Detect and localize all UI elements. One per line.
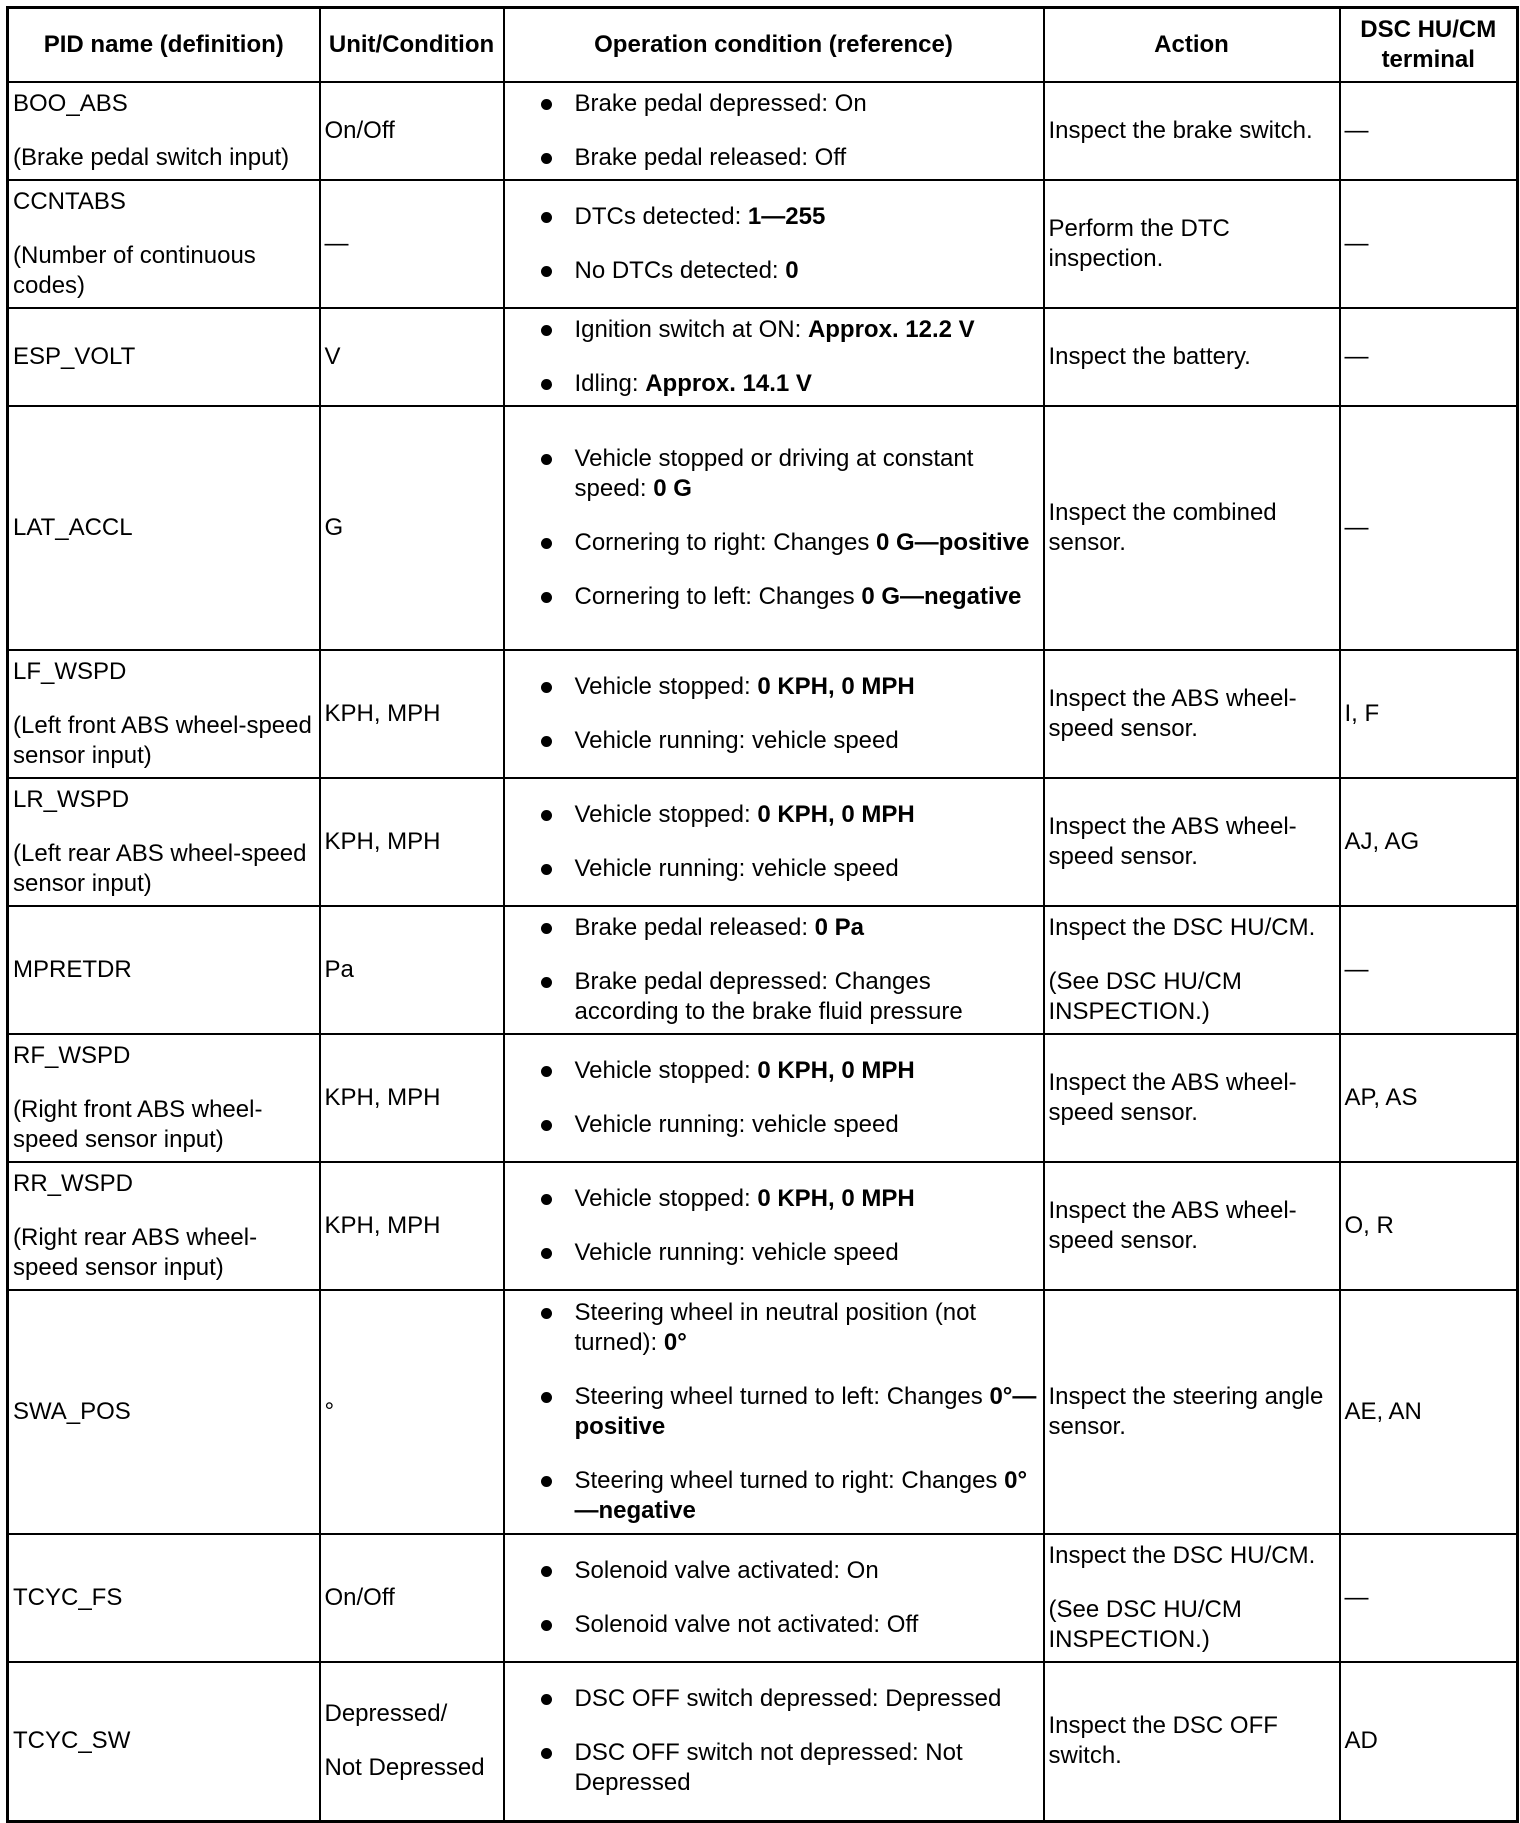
action-text: Inspect the ABS wheel-speed sensor. [1048, 684, 1297, 742]
unit-value: G [324, 513, 344, 541]
operation-condition-cell [504, 1162, 1044, 1290]
condition-value: 0° [663, 1328, 687, 1356]
header-action: Action [1044, 8, 1340, 82]
condition-item [541, 1110, 1039, 1140]
unit-cell [320, 1290, 504, 1534]
header-pid-name: PID name (definition) [8, 8, 320, 82]
operation-condition-cell [504, 1290, 1044, 1534]
pid-definition: (Brake pedal switch input) [13, 143, 290, 171]
operation-condition-cell [504, 1034, 1044, 1162]
table-row [8, 1034, 1518, 1162]
condition-text: Brake pedal released: Off [574, 143, 847, 171]
condition-text: Cornering to left: Changes [574, 582, 862, 610]
terminal-cell: — [1340, 82, 1518, 180]
terminal-cell: O, R [1340, 1162, 1518, 1290]
action-cell [1044, 906, 1340, 1034]
condition-item [541, 315, 1039, 345]
table-row [8, 778, 1518, 906]
condition-text: Vehicle stopped: [574, 800, 758, 828]
unit-value: V [324, 342, 341, 370]
condition-list [509, 1056, 1039, 1140]
unit-cell [320, 906, 504, 1034]
condition-item [541, 202, 1039, 232]
unit-value: Depressed/ [324, 1700, 448, 1728]
operation-condition-cell [504, 1534, 1044, 1662]
terminal-cell: — [1340, 406, 1518, 650]
condition-text: Vehicle stopped: [574, 1056, 758, 1084]
header-unit-condition: Unit/Condition [320, 8, 504, 82]
condition-item [541, 1684, 1039, 1714]
pid-name: LF_WSPD [13, 657, 127, 685]
condition-item [541, 800, 1039, 830]
condition-item [541, 528, 1039, 558]
pid-definition: (Left front ABS wheel-speed sensor input) [13, 711, 312, 769]
condition-text: Vehicle stopped: [574, 1184, 758, 1212]
pid-definition: (Right front ABS wheel-speed sensor input) [13, 1095, 263, 1153]
action-text: Perform the DTC inspection. [1048, 214, 1230, 272]
condition-text: Vehicle running: vehicle speed [574, 1238, 899, 1266]
action-text: Inspect the DSC OFF switch. [1048, 1712, 1278, 1770]
terminal-cell: — [1340, 1534, 1518, 1662]
unit-cell [320, 1162, 504, 1290]
condition-list [509, 800, 1039, 884]
terminal-cell: AD [1340, 1662, 1518, 1822]
condition-list [509, 1298, 1039, 1526]
table-row [8, 1290, 1518, 1534]
condition-item [541, 444, 1039, 504]
pid-name: ESP_VOLT [13, 342, 136, 370]
unit-cell [320, 180, 504, 308]
operation-condition-cell [504, 308, 1044, 406]
pid-name-cell [8, 778, 320, 906]
condition-text: Vehicle stopped: [574, 672, 758, 700]
unit-value: On/Off [324, 1583, 395, 1611]
unit-value: KPH, MPH [324, 1083, 441, 1111]
condition-item [541, 726, 1039, 756]
action-cell [1044, 406, 1340, 650]
pid-definition: (Left rear ABS wheel-speed sensor input) [13, 839, 307, 897]
condition-text: Steering wheel in neutral position (not turned): [574, 1298, 977, 1356]
pid-name-cell [8, 906, 320, 1034]
action-text: Inspect the combined sensor. [1048, 498, 1277, 556]
unit-cell [320, 308, 504, 406]
unit-value: — [324, 229, 349, 257]
condition-item [541, 143, 1039, 173]
condition-value: 0 G—positive [876, 528, 1030, 556]
pid-table [6, 6, 1519, 1823]
condition-list [509, 672, 1039, 756]
table-row [8, 1662, 1518, 1822]
action-text: Inspect the ABS wheel-speed sensor. [1048, 812, 1297, 870]
operation-condition-cell [504, 406, 1044, 650]
terminal-cell: AJ, AG [1340, 778, 1518, 906]
condition-text: Solenoid valve activated: On [574, 1556, 879, 1584]
table-row [8, 406, 1518, 650]
condition-text: Brake pedal depressed: On [574, 89, 867, 117]
table-row [8, 650, 1518, 778]
unit-cell [320, 82, 504, 180]
condition-item [541, 1466, 1039, 1526]
action-cell [1044, 180, 1340, 308]
unit-value: KPH, MPH [324, 827, 441, 855]
condition-list [509, 89, 1039, 173]
condition-item [541, 1610, 1039, 1640]
pid-name-cell [8, 1534, 320, 1662]
condition-item [541, 256, 1039, 286]
unit-value: KPH, MPH [324, 1211, 441, 1239]
condition-text: No DTCs detected: [574, 256, 786, 284]
condition-text: Idling: [574, 369, 646, 397]
condition-value: 0 KPH, 0 MPH [757, 800, 915, 828]
condition-item [541, 1238, 1039, 1268]
pid-name: LR_WSPD [13, 785, 130, 813]
condition-text: Brake pedal depressed: Changes according to the brake fluid pressure [574, 967, 963, 1025]
condition-list [509, 202, 1039, 286]
pid-definition: (Right rear ABS wheel-speed sensor input) [13, 1223, 258, 1281]
unit-value: KPH, MPH [324, 699, 441, 727]
condition-item [541, 854, 1039, 884]
condition-value: Approx. 12.2 V [807, 315, 975, 343]
condition-item [541, 967, 1039, 1027]
condition-item [541, 1056, 1039, 1086]
action-cell [1044, 82, 1340, 180]
action-text: Inspect the DSC HU/CM. [1048, 913, 1316, 941]
condition-text: Vehicle running: vehicle speed [574, 726, 899, 754]
condition-value: 0 KPH, 0 MPH [757, 672, 915, 700]
action-text: Inspect the DSC HU/CM. [1048, 1541, 1316, 1569]
table-row [8, 1534, 1518, 1662]
terminal-cell: AE, AN [1340, 1290, 1518, 1534]
action-cell [1044, 1534, 1340, 1662]
condition-text: Steering wheel turned to right: Changes [574, 1466, 1005, 1494]
pid-name: BOO_ABS [13, 89, 128, 117]
condition-item [541, 369, 1039, 399]
pid-name-cell [8, 82, 320, 180]
condition-text: Steering wheel turned to left: Changes [574, 1382, 990, 1410]
header-terminal: DSC HU/CM terminal [1340, 8, 1518, 82]
pid-reference-sheet [6, 6, 1516, 1808]
pid-name: TCYC_SW [13, 1727, 131, 1755]
header-operation-condition: Operation condition (reference) [504, 8, 1044, 82]
action-reference: (See DSC HU/CM INSPECTION.) [1048, 967, 1242, 1025]
condition-text: Vehicle stopped or driving at constant speed: [574, 444, 974, 502]
unit-cell [320, 1662, 504, 1822]
condition-text: Brake pedal released: [574, 913, 815, 941]
condition-item [541, 1382, 1039, 1442]
pid-name: CCNTABS [13, 187, 126, 215]
condition-value: 0 G [653, 474, 692, 502]
terminal-cell: — [1340, 180, 1518, 308]
condition-list [509, 1184, 1039, 1268]
condition-text: Solenoid valve not activated: Off [574, 1610, 919, 1638]
pid-name: RF_WSPD [13, 1041, 131, 1069]
action-cell [1044, 650, 1340, 778]
condition-value: Approx. 14.1 V [645, 369, 812, 397]
pid-name-cell [8, 1034, 320, 1162]
pid-name: SWA_POS [13, 1397, 131, 1425]
unit-cell [320, 1534, 504, 1662]
action-text: Inspect the ABS wheel-speed sensor. [1048, 1196, 1297, 1254]
action-cell [1044, 1162, 1340, 1290]
condition-value: 0 Pa [814, 913, 865, 941]
pid-name-cell [8, 1162, 320, 1290]
pid-table-body [8, 82, 1518, 1822]
operation-condition-cell [504, 1662, 1044, 1822]
pid-name: MPRETDR [13, 955, 132, 983]
terminal-cell: AP, AS [1340, 1034, 1518, 1162]
condition-value: 0 KPH, 0 MPH [757, 1056, 915, 1084]
action-reference: (See DSC HU/CM INSPECTION.) [1048, 1595, 1242, 1653]
condition-value: 0 KPH, 0 MPH [757, 1184, 915, 1212]
table-row [8, 906, 1518, 1034]
action-text: Inspect the steering angle sensor. [1048, 1382, 1324, 1440]
unit-value: ° [324, 1397, 335, 1425]
condition-value: 0 [785, 256, 799, 284]
condition-item [541, 672, 1039, 702]
pid-name-cell [8, 308, 320, 406]
condition-text: DSC OFF switch depressed: Depressed [574, 1685, 1002, 1713]
condition-list [509, 315, 1039, 399]
action-cell [1044, 1290, 1340, 1534]
condition-list [509, 444, 1039, 612]
table-row [8, 1162, 1518, 1290]
terminal-cell: I, F [1340, 650, 1518, 778]
condition-value: 1—255 [747, 202, 826, 230]
action-cell [1044, 308, 1340, 406]
condition-item [541, 1298, 1039, 1358]
pid-name: RR_WSPD [13, 1169, 134, 1197]
condition-text: Vehicle running: vehicle speed [574, 1110, 899, 1138]
action-cell [1044, 1034, 1340, 1162]
condition-item [541, 1738, 1039, 1798]
unit-value: On/Off [324, 116, 395, 144]
unit-value-secondary: Not Depressed [324, 1754, 485, 1782]
condition-value: 0°—positive [574, 1382, 1037, 1440]
operation-condition-cell [504, 778, 1044, 906]
header-row [8, 8, 1518, 82]
unit-cell [320, 1034, 504, 1162]
condition-item [541, 913, 1039, 943]
unit-cell [320, 650, 504, 778]
condition-item [541, 89, 1039, 119]
table-row [8, 308, 1518, 406]
condition-text: DTCs detected: [574, 202, 748, 230]
action-text: Inspect the ABS wheel-speed sensor. [1048, 1068, 1297, 1126]
pid-name-cell [8, 650, 320, 778]
action-cell [1044, 1662, 1340, 1822]
condition-value: 0°—negative [574, 1466, 1028, 1524]
condition-list [509, 913, 1039, 1027]
operation-condition-cell [504, 180, 1044, 308]
terminal-cell: — [1340, 906, 1518, 1034]
action-text: Inspect the brake switch. [1048, 116, 1313, 144]
pid-name-cell [8, 180, 320, 308]
action-cell [1044, 778, 1340, 906]
table-row [8, 82, 1518, 180]
condition-text: Cornering to right: Changes [574, 528, 876, 556]
pid-name-cell [8, 1290, 320, 1534]
action-text: Inspect the battery. [1048, 342, 1251, 370]
pid-name: LAT_ACCL [13, 513, 133, 541]
pid-name-cell [8, 1662, 320, 1822]
condition-value: 0 G—negative [861, 582, 1022, 610]
condition-item [541, 582, 1039, 612]
operation-condition-cell [504, 82, 1044, 180]
pid-definition: (Number of continuous codes) [13, 241, 256, 299]
unit-value: Pa [324, 955, 354, 983]
condition-list [509, 1556, 1039, 1640]
pid-name-cell [8, 406, 320, 650]
unit-cell [320, 778, 504, 906]
terminal-cell: — [1340, 308, 1518, 406]
condition-list [509, 1684, 1039, 1798]
condition-text: Vehicle running: vehicle speed [574, 854, 899, 882]
operation-condition-cell [504, 906, 1044, 1034]
operation-condition-cell [504, 650, 1044, 778]
unit-cell [320, 406, 504, 650]
condition-text: DSC OFF switch not depressed: Not Depressed [574, 1739, 963, 1797]
condition-text: Ignition switch at ON: [574, 315, 808, 343]
table-row [8, 180, 1518, 308]
pid-name: TCYC_FS [13, 1583, 123, 1611]
condition-item [541, 1556, 1039, 1586]
condition-item [541, 1184, 1039, 1214]
